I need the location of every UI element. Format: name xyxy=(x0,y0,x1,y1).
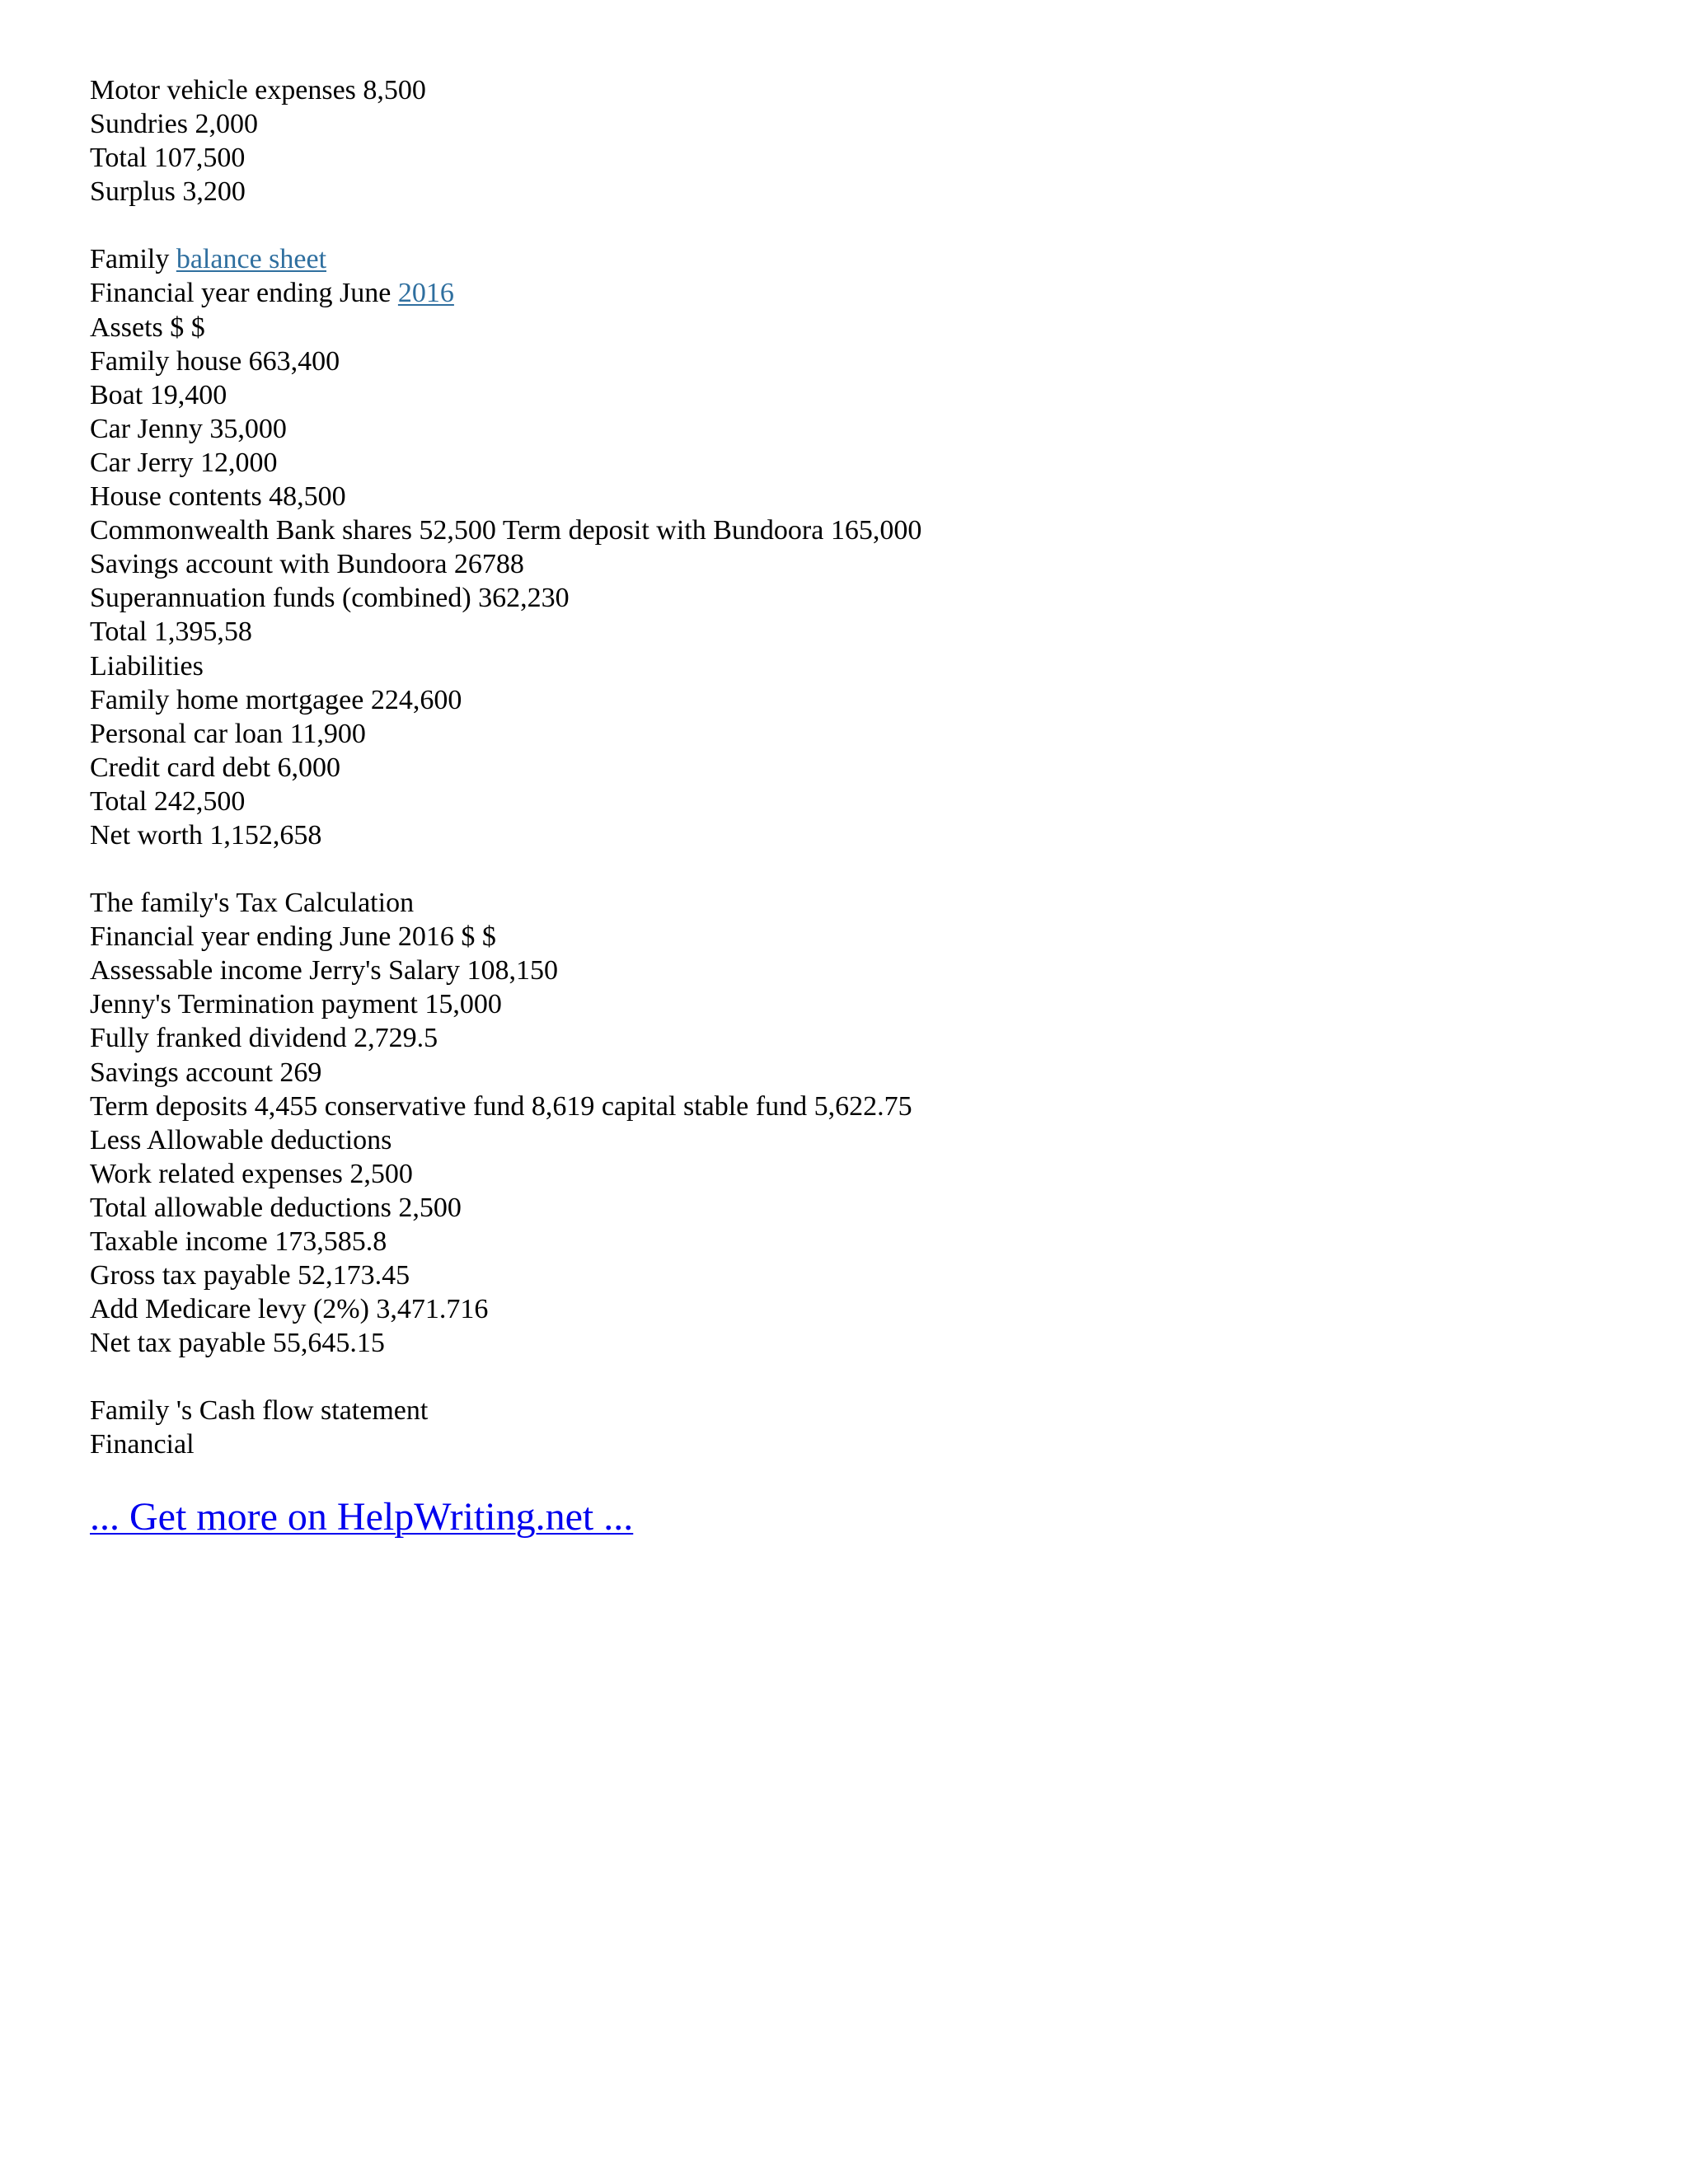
tax-salary: Assessable income Jerry's Salary 108,150 xyxy=(90,955,558,987)
cash-flow-year-fragment: Financial xyxy=(90,1429,195,1460)
cash-flow-title: Family 's Cash flow statement xyxy=(90,1395,429,1427)
asset-boat: Boat 19,400 xyxy=(90,379,227,410)
assets-header: Assets $ $ xyxy=(90,312,205,343)
tax-term-deposits: Term deposits 4,455 conservative fund 8,619 capital stable fund 5,622.75 xyxy=(90,1090,912,1122)
budget-summary xyxy=(90,73,1639,209)
asset-superannuation: Superannuation funds (combined) 362,230 xyxy=(90,583,570,614)
asset-car-jerry: Car Jerry 12,000 xyxy=(90,447,278,478)
net-worth: Net worth 1,152,658 xyxy=(90,819,322,851)
asset-savings-account: Savings account with Bundoora 26788 xyxy=(90,549,524,580)
liability-mortgage: Family home mortgagee 224,600 xyxy=(90,684,462,715)
balance-sheet-link[interactable]: balance sheet xyxy=(176,244,327,275)
tax-termination-payment: Jenny's Termination payment 15,000 xyxy=(90,989,502,1020)
balance-sheet-title-prefix: Family xyxy=(90,244,176,275)
document-body xyxy=(90,73,1639,1542)
balance-sheet-section xyxy=(90,242,1639,852)
tax-total-deductions: Total allowable deductions 2,500 xyxy=(90,1192,462,1223)
assets-total: Total 1,395,58 xyxy=(90,616,252,648)
get-more-link[interactable]: ... Get more on HelpWriting.net ... xyxy=(90,1494,634,1539)
asset-family-house: Family house 663,400 xyxy=(90,345,340,377)
budget-line-surplus: Surplus 3,200 xyxy=(90,176,246,208)
liabilities-header: Liabilities xyxy=(90,650,204,682)
balance-sheet-year-prefix: Financial year ending June xyxy=(90,278,398,309)
tax-dividend: Fully franked dividend 2,729.5 xyxy=(90,1023,438,1054)
tax-taxable-income: Taxable income 173,585.8 xyxy=(90,1226,387,1257)
asset-car-jenny: Car Jenny 35,000 xyxy=(90,413,287,444)
balance-sheet-year xyxy=(90,276,1639,310)
tax-gross-payable: Gross tax payable 52,173.45 xyxy=(90,1260,410,1291)
year-2016-link[interactable]: 2016 xyxy=(397,278,454,309)
tax-net-payable: Net tax payable 55,645.15 xyxy=(90,1328,385,1359)
budget-line-motor-vehicle: Motor vehicle expenses 8,500 xyxy=(90,75,426,105)
tax-deductions-header: Less Allowable deductions xyxy=(90,1124,392,1155)
liability-car-loan: Personal car loan 11,900 xyxy=(90,718,366,749)
asset-house-contents: House contents 48,500 xyxy=(90,481,346,513)
cash-flow-section xyxy=(90,1394,1639,1461)
balance-sheet-title xyxy=(90,242,1639,276)
tax-title: The family's Tax Calculation xyxy=(90,888,415,919)
tax-work-expenses: Work related expenses 2,500 xyxy=(90,1158,413,1189)
liability-credit-card: Credit card debt 6,000 xyxy=(90,752,341,783)
tax-savings-account: Savings account 269 xyxy=(90,1057,322,1088)
liabilities-total: Total 242,500 xyxy=(90,785,246,817)
tax-medicare-levy: Add Medicare levy (2%) 3,471.716 xyxy=(90,1294,489,1325)
tax-calculation-section xyxy=(90,886,1639,1360)
tax-year: Financial year ending June 2016 $ $ xyxy=(90,921,496,953)
asset-shares-term-deposit: Commonwealth Bank shares 52,500 Term deposit with Bundoora 165,000 xyxy=(90,515,922,546)
budget-line-total: Total 107,500 xyxy=(90,143,246,174)
budget-line-sundries: Sundries 2,000 xyxy=(90,109,258,140)
